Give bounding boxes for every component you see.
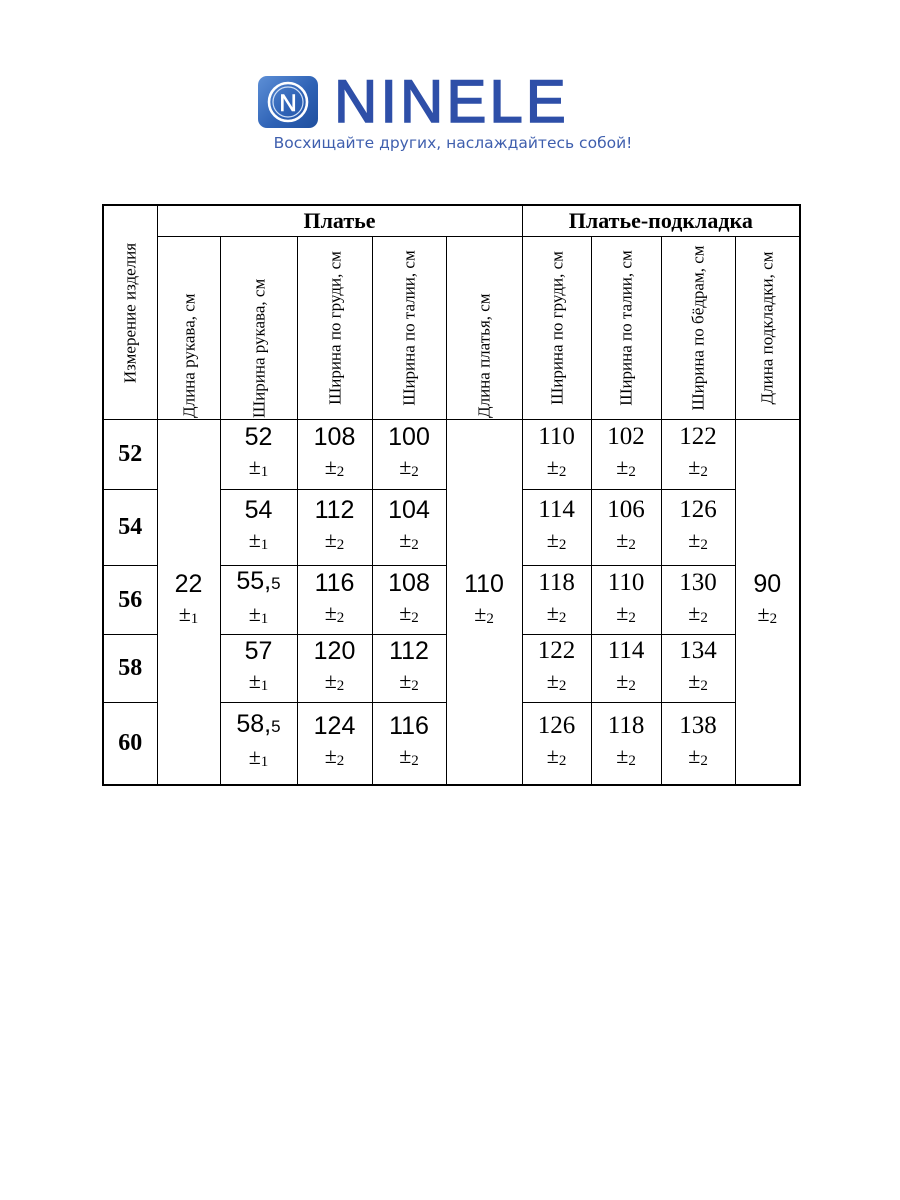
size-label: 60 <box>103 703 157 785</box>
value: 22 <box>174 570 203 599</box>
tolerance-sign: ± <box>688 454 701 479</box>
column-header: Длина подкладки, см <box>735 237 800 420</box>
size-label: 56 <box>103 566 157 635</box>
tolerance-sign: ± <box>474 601 487 627</box>
measurement-cell <box>220 635 297 703</box>
tolerance-value: 2 <box>700 609 708 626</box>
value: 134 <box>679 637 717 664</box>
tolerance-value: 1 <box>190 611 199 628</box>
tolerance-value: 2 <box>486 611 494 628</box>
value: 52 <box>244 423 273 451</box>
tolerance-sign: ± <box>399 742 412 768</box>
group-header-dress: Платье <box>157 205 522 237</box>
tolerance-value: 2 <box>411 464 419 480</box>
tolerance-value: 2 <box>769 611 778 628</box>
size-chart-table <box>102 204 801 786</box>
measurement-cell <box>372 566 446 635</box>
value: 124 <box>313 711 356 740</box>
value: 108 <box>388 568 430 597</box>
value: 114 <box>538 496 575 523</box>
tolerance-value: 2 <box>411 678 419 694</box>
tolerance-sign: ± <box>688 527 701 552</box>
tolerance-sign: ± <box>178 601 191 627</box>
brand-logo <box>258 68 658 156</box>
tolerance-sign: ± <box>688 599 701 625</box>
measurement-cell <box>522 490 591 566</box>
tolerance-sign: ± <box>616 668 629 693</box>
size-column-header: Измерение изделия <box>103 205 157 420</box>
measurement-cell <box>591 490 661 566</box>
value: 90 <box>753 570 782 599</box>
value: 126 <box>679 496 717 523</box>
lining-length-cell <box>735 420 800 785</box>
tolerance-value: 2 <box>558 752 567 769</box>
measurement-cell <box>522 635 591 703</box>
size-label: 54 <box>103 490 157 566</box>
measurement-cell <box>220 490 297 566</box>
measurement-cell <box>661 420 735 490</box>
value: 57 <box>244 637 273 665</box>
tolerance-sign: ± <box>546 668 559 693</box>
column-header: Длина рукава, см <box>157 237 220 420</box>
column-header: Ширина по груди, см <box>297 237 372 420</box>
column-header: Ширина по груди, см <box>522 237 591 420</box>
value: 106 <box>607 496 645 523</box>
value: 122 <box>679 423 717 450</box>
measurement-cell <box>591 635 661 703</box>
tolerance-value: 2 <box>700 752 708 769</box>
tolerance-value: 2 <box>700 464 708 480</box>
value-decimal: 5 <box>271 574 281 593</box>
value: 116 <box>389 711 429 740</box>
tolerance-sign: ± <box>248 601 261 626</box>
measurement-cell <box>661 635 735 703</box>
tolerance-value: 2 <box>336 678 345 694</box>
measurement-cell <box>372 490 446 566</box>
tolerance-sign: ± <box>546 527 559 552</box>
tolerance-sign: ± <box>324 527 337 552</box>
column-header: Ширина по талии, см <box>591 237 661 420</box>
column-header: Ширина по талии, см <box>372 237 446 420</box>
logo-badge-letter: N <box>279 90 297 117</box>
tolerance-value: 2 <box>411 609 419 626</box>
value: 130 <box>679 568 717 596</box>
tolerance-value: 2 <box>336 609 345 626</box>
measurement-cell <box>661 490 735 566</box>
measurement-cell <box>661 703 735 785</box>
brand-name: NINELE <box>334 68 569 135</box>
tolerance-sign: ± <box>546 742 559 768</box>
value: 104 <box>388 496 430 524</box>
tolerance-value: 2 <box>558 678 567 694</box>
value: 118 <box>538 568 575 596</box>
value-decimal: 5 <box>271 717 281 737</box>
size-label: 52 <box>103 420 157 490</box>
tolerance-value: 1 <box>260 754 269 771</box>
brand-slogan: Восхищайте других, наслаждайтесь собой! <box>273 134 633 152</box>
tolerance-sign: ± <box>616 742 629 768</box>
measurement-cell <box>372 420 446 490</box>
measurement-cell <box>372 703 446 785</box>
value: 126 <box>537 711 576 739</box>
measurement-cell <box>297 566 372 635</box>
tolerance-value: 2 <box>558 537 567 553</box>
tolerance-sign: ± <box>688 668 701 693</box>
tolerance-value: 2 <box>411 752 419 769</box>
tolerance-sign: ± <box>248 668 261 693</box>
value: 100 <box>388 423 430 451</box>
tolerance-sign: ± <box>324 454 337 479</box>
dress-length-cell <box>446 420 522 785</box>
group-header-lining: Платье-подкладка <box>522 205 800 237</box>
measurement-cell <box>297 490 372 566</box>
tolerance-sign: ± <box>688 742 701 768</box>
tolerance-value: 2 <box>558 609 567 626</box>
tolerance-sign: ± <box>399 454 412 479</box>
tolerance-sign: ± <box>399 527 412 552</box>
value: 118 <box>607 711 645 739</box>
tolerance-sign: ± <box>757 601 770 627</box>
measurement-cell <box>591 703 661 785</box>
tolerance-sign: ± <box>546 599 559 625</box>
column-header: Ширина рукава, см <box>220 237 297 420</box>
tolerance-value: 2 <box>628 464 636 480</box>
tolerance-sign: ± <box>616 527 629 552</box>
value: 112 <box>314 496 355 524</box>
value: 120 <box>313 637 356 665</box>
tolerance-sign: ± <box>324 668 337 693</box>
tolerance-sign: ± <box>616 599 629 625</box>
tolerance-value: 2 <box>336 537 345 553</box>
tolerance-value: 2 <box>336 464 345 480</box>
measurement-cell <box>220 703 297 785</box>
measurement-cell <box>220 566 297 635</box>
tolerance-sign: ± <box>248 744 261 770</box>
tolerance-value: 2 <box>628 678 636 694</box>
value: 108 <box>313 423 356 451</box>
value: 102 <box>607 423 645 450</box>
measurement-cell <box>297 420 372 490</box>
measurement-cell <box>372 635 446 703</box>
value: 122 <box>537 637 576 664</box>
logo-badge-icon <box>258 76 318 128</box>
value: 54 <box>244 496 273 524</box>
tolerance-sign: ± <box>248 527 261 552</box>
column-header: Длина платья, см <box>446 237 522 420</box>
tolerance-sign: ± <box>546 454 559 479</box>
tolerance-value: 1 <box>260 464 269 480</box>
tolerance-value: 2 <box>628 537 636 553</box>
column-header: Ширина по бёдрам, см <box>661 237 735 420</box>
tolerance-value: 2 <box>558 464 567 480</box>
measurement-cell <box>297 635 372 703</box>
value: 110 <box>538 423 575 450</box>
value: 116 <box>314 568 355 597</box>
measurement-cell <box>522 420 591 490</box>
tolerance-value: 2 <box>628 609 636 626</box>
measurement-cell <box>220 420 297 490</box>
tolerance-value: 2 <box>336 752 345 769</box>
value: 114 <box>607 637 645 664</box>
measurement-cell <box>522 703 591 785</box>
value: 112 <box>389 637 429 665</box>
value: 58, <box>236 710 272 739</box>
tolerance-value: 1 <box>260 611 269 627</box>
tolerance-sign: ± <box>248 454 261 479</box>
tolerance-sign: ± <box>324 599 337 625</box>
sleeve-length-cell <box>157 420 220 785</box>
value: 55, <box>236 567 272 595</box>
tolerance-sign: ± <box>399 599 412 625</box>
measurement-cell <box>297 703 372 785</box>
tolerance-value: 2 <box>628 752 636 769</box>
tolerance-sign: ± <box>324 742 337 768</box>
value: 110 <box>607 568 645 596</box>
value: 110 <box>464 570 504 599</box>
tolerance-value: 1 <box>260 678 269 694</box>
tolerance-value: 2 <box>700 537 708 553</box>
tolerance-value: 2 <box>700 678 708 694</box>
measurement-cell <box>522 566 591 635</box>
tolerance-sign: ± <box>616 454 629 479</box>
measurement-cell <box>661 566 735 635</box>
tolerance-value: 1 <box>260 537 269 553</box>
table-row <box>103 420 800 490</box>
tolerance-sign: ± <box>399 668 412 693</box>
size-label: 58 <box>103 635 157 703</box>
value: 138 <box>679 711 717 739</box>
tolerance-value: 2 <box>411 537 419 553</box>
measurement-cell <box>591 420 661 490</box>
measurement-cell <box>591 566 661 635</box>
